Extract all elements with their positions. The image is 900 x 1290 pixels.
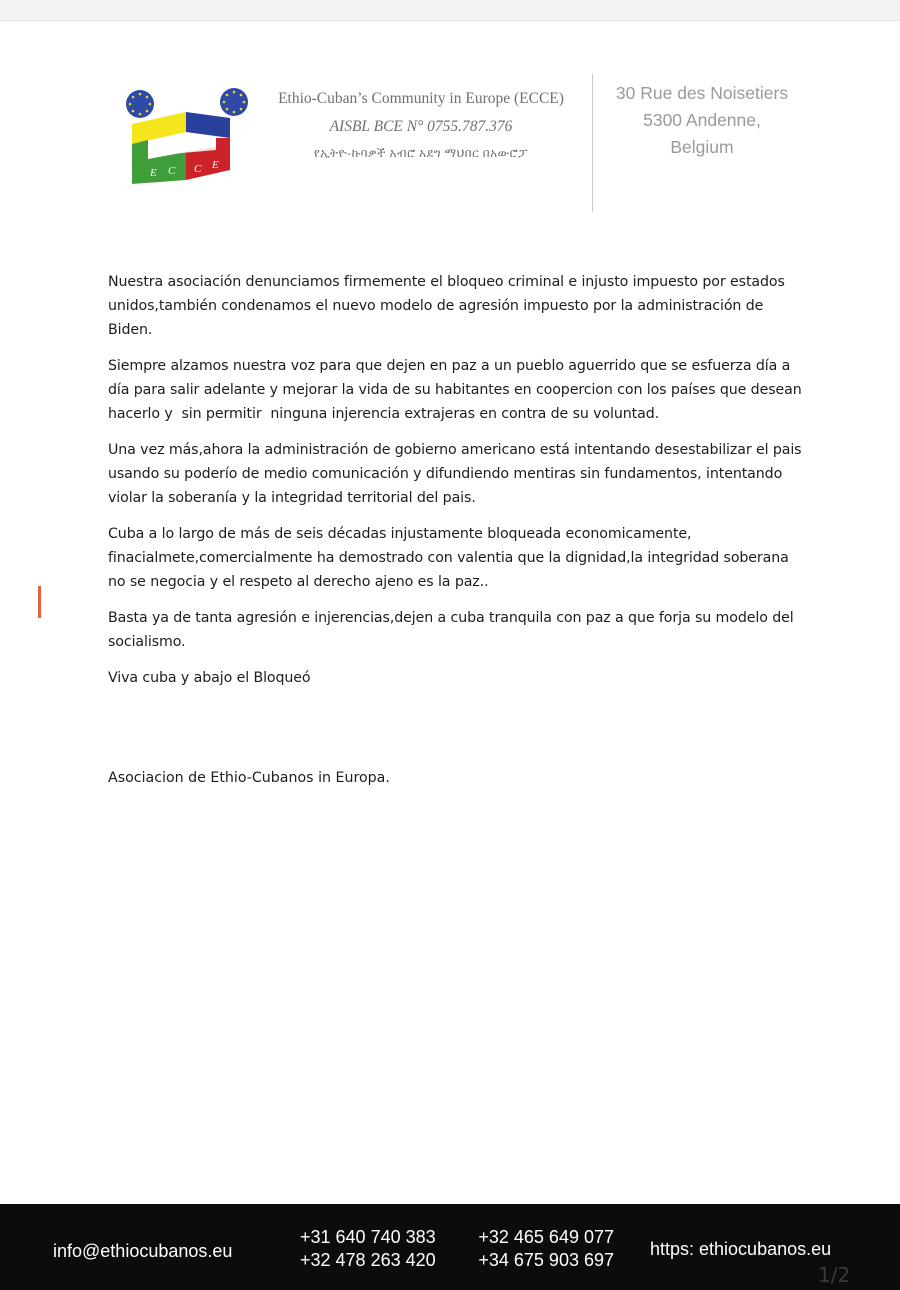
logo-letter-2: C	[168, 165, 176, 177]
footer	[0, 1204, 900, 1290]
letterhead	[0, 60, 900, 220]
text-cursor-mark	[38, 586, 41, 618]
address-line-3: Belgium	[670, 137, 734, 157]
organization-name-amharic: የኢትዮ-ኩባዎች አብሮ አደግ ማህበር በአውሮፓ	[313, 146, 529, 160]
address-block	[602, 80, 802, 161]
organization-block	[250, 88, 592, 162]
paragraph-2: Siempre alzamos nuestra voz para que dejen en paz a un pueblo aguerrido que se esfuerza día a día para salir adelante y mejorar la vida de su habitantes en coopercion con los países que desean hacerlo y sin permitir ninguna injerencia extrajeras en contra de su voluntad.	[108, 358, 807, 422]
paragraph-6: Viva cuba y abajo el Bloqueó	[108, 670, 311, 686]
paragraph-5: Basta ya de tanta agresión e injerencias,dejen a cuba tranquila con paz a que forja su modelo del socialismo.	[108, 610, 798, 650]
phone-number[interactable]: +34 675 903 697	[478, 1250, 614, 1270]
footer-website-link[interactable]: https: ethiocubanos.eu	[650, 1239, 832, 1259]
footer-phones	[300, 1226, 614, 1271]
paragraph-4: Cuba a lo largo de más de seis décadas injustamente bloqueada economicamente, finacialmete,comercialmente ha demostrado con valentia que la dignidad,la integridad soberana no se negocia y el respeto al derecho ajeno es la paz..	[108, 526, 794, 590]
page-indicator: 1/2	[818, 1263, 851, 1287]
organization-name: Ethio-Cuban’s Community in Europe (ECCE)	[278, 90, 564, 107]
logo-letter-1: E	[150, 167, 157, 179]
logo-letter-4: E	[212, 159, 219, 171]
top-bar	[0, 0, 900, 21]
signature: Asociacion de Ethio-Cubanos in Europa.	[108, 770, 390, 786]
letter-body	[108, 270, 808, 702]
registration-number: AISBL BCE N° 0755.787.376	[329, 118, 513, 135]
paragraph-1: Nuestra asociación denunciamos firmemente el bloqueo criminal e injusto impuesto por estados unidos,también condenamos el nuevo modelo de agresión impuesto por la administración de Biden.	[108, 274, 790, 338]
ecce-logo	[124, 88, 250, 188]
phone-number[interactable]: +32 465 649 077	[478, 1227, 614, 1247]
address-line-1: 30 Rue des Noisetiers	[615, 83, 789, 103]
footer-email-link[interactable]: info@ethiocubanos.eu	[53, 1241, 233, 1261]
phone-number[interactable]: +31 640 740 383	[300, 1227, 436, 1247]
phone-number[interactable]: +32 478 263 420	[300, 1250, 436, 1270]
address-line-2: 5300 Andenne,	[643, 110, 761, 130]
paragraph-3: Una vez más,ahora la administración de gobierno americano está intentando desestabilizar el pais usando su poderío de medio comunicación y difundiendo mentiras sin fundamentos, intentando violar la soberanía y la integridad territorial del pais.	[108, 442, 806, 506]
logo-letter-3: C	[194, 163, 202, 175]
letterhead-divider	[592, 74, 593, 212]
